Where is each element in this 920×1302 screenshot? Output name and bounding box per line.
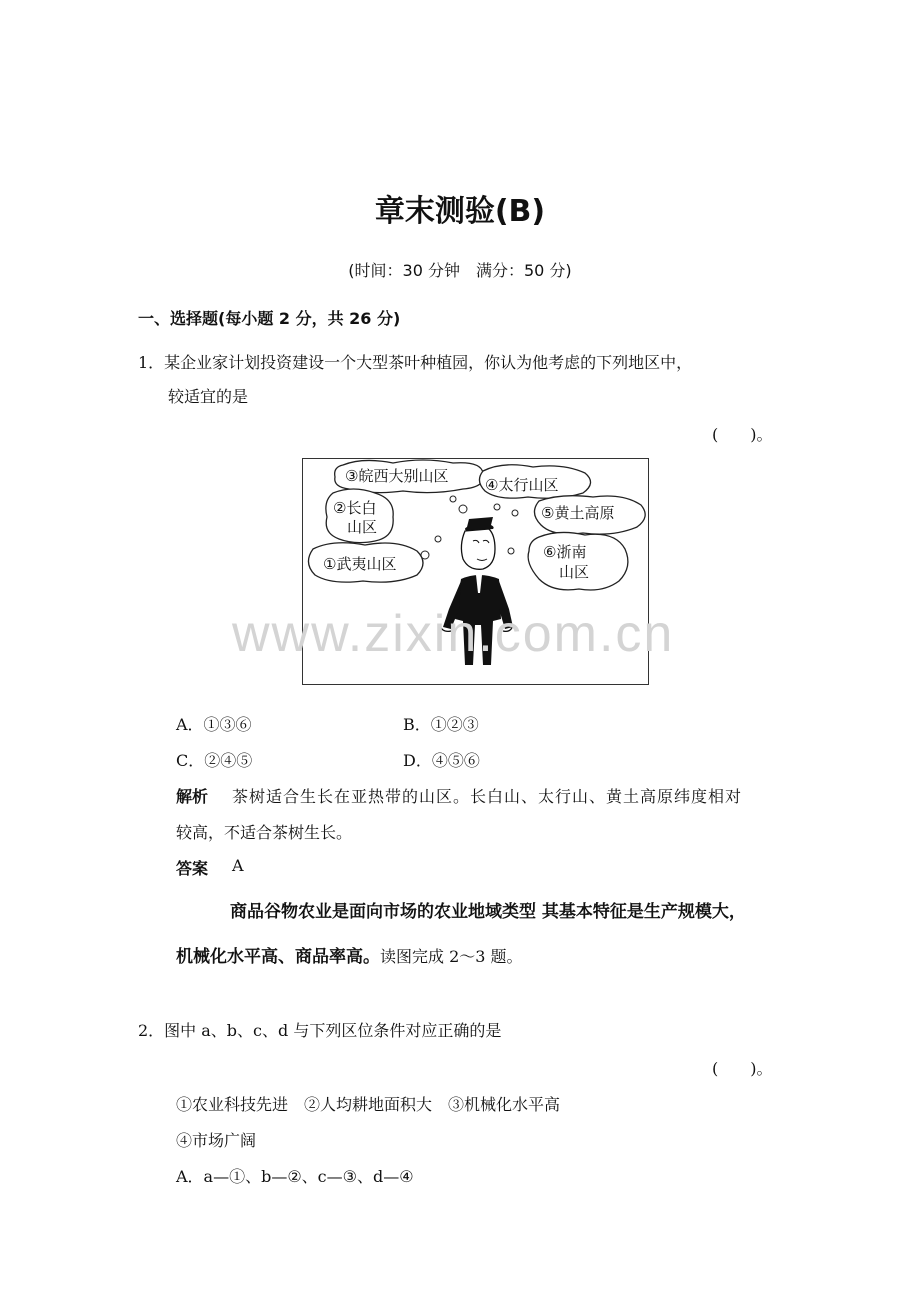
bubble-label-6b: 山区	[559, 563, 590, 581]
q1-stem-line1: 1．某企业家计划投资建设一个大型茶叶种植园，你认为他考虑的下列地区中，	[138, 353, 693, 372]
q1-answer-bracket: ( )。	[712, 425, 773, 444]
section-heading: 一、选择题(每小题 2 分，共 26 分)	[138, 309, 401, 328]
q1-answer-label: 答案	[176, 859, 209, 878]
intro-line2-rest: 读图完成 2～3 题。	[380, 947, 523, 966]
bubble-label-1: ①武夷山区	[323, 555, 397, 573]
q2-option-a: A．a—①、b—②、c—③、d—④	[176, 1167, 414, 1186]
q1-analysis-line1: 茶树适合生长在亚热带的山区。长白山、太行山、黄土高原纬度相对	[232, 787, 743, 806]
q2-items-line2: ④市场广阔	[176, 1131, 257, 1150]
q1-analysis-line2: 较高，不适合茶树生长。	[176, 823, 353, 842]
bubble-label-2b: 山区	[347, 518, 378, 536]
watermark: www.zixin.com.cn	[232, 605, 675, 663]
q2-stem: 2．图中 a、b、c、d 与下列区位条件对应正确的是	[138, 1021, 502, 1040]
q2-answer-bracket: ( )。	[712, 1059, 773, 1078]
q2-items-line1: ①农业科技先进 ②人均耕地面积大 ③机械化水平高	[176, 1095, 561, 1114]
q1-option-d: D．④⑤⑥	[403, 751, 480, 770]
bubble-label-4: ④太行山区	[485, 476, 559, 494]
page-title: 章末测验(B)	[374, 194, 546, 229]
bubble-label-3: ③皖西大别山区	[345, 467, 449, 485]
q1-analysis-label: 解析	[176, 787, 209, 806]
q1-stem-line2: 较适宜的是	[168, 387, 249, 406]
q1-answer-value: A	[232, 856, 244, 875]
bubble-label-5: ⑤黄土高原	[541, 504, 615, 522]
bubble-label-2a: ②长白	[333, 499, 377, 517]
intro-line1: 商品谷物农业是面向市场的农业地域类型 其基本特征是生产规模大，	[230, 902, 746, 922]
bubble-label-6a: ⑥浙南	[543, 543, 587, 561]
q1-option-a: A．①③⑥	[176, 715, 252, 734]
q1-option-c: C．②④⑤	[176, 751, 253, 770]
intro-line2	[176, 942, 523, 967]
intro-line2-bold: 机械化水平高、商品率高。	[176, 947, 380, 967]
q1-option-b: B．①②③	[403, 715, 479, 734]
exam-info: (时间：30 分钟 满分：50 分)	[348, 261, 572, 280]
